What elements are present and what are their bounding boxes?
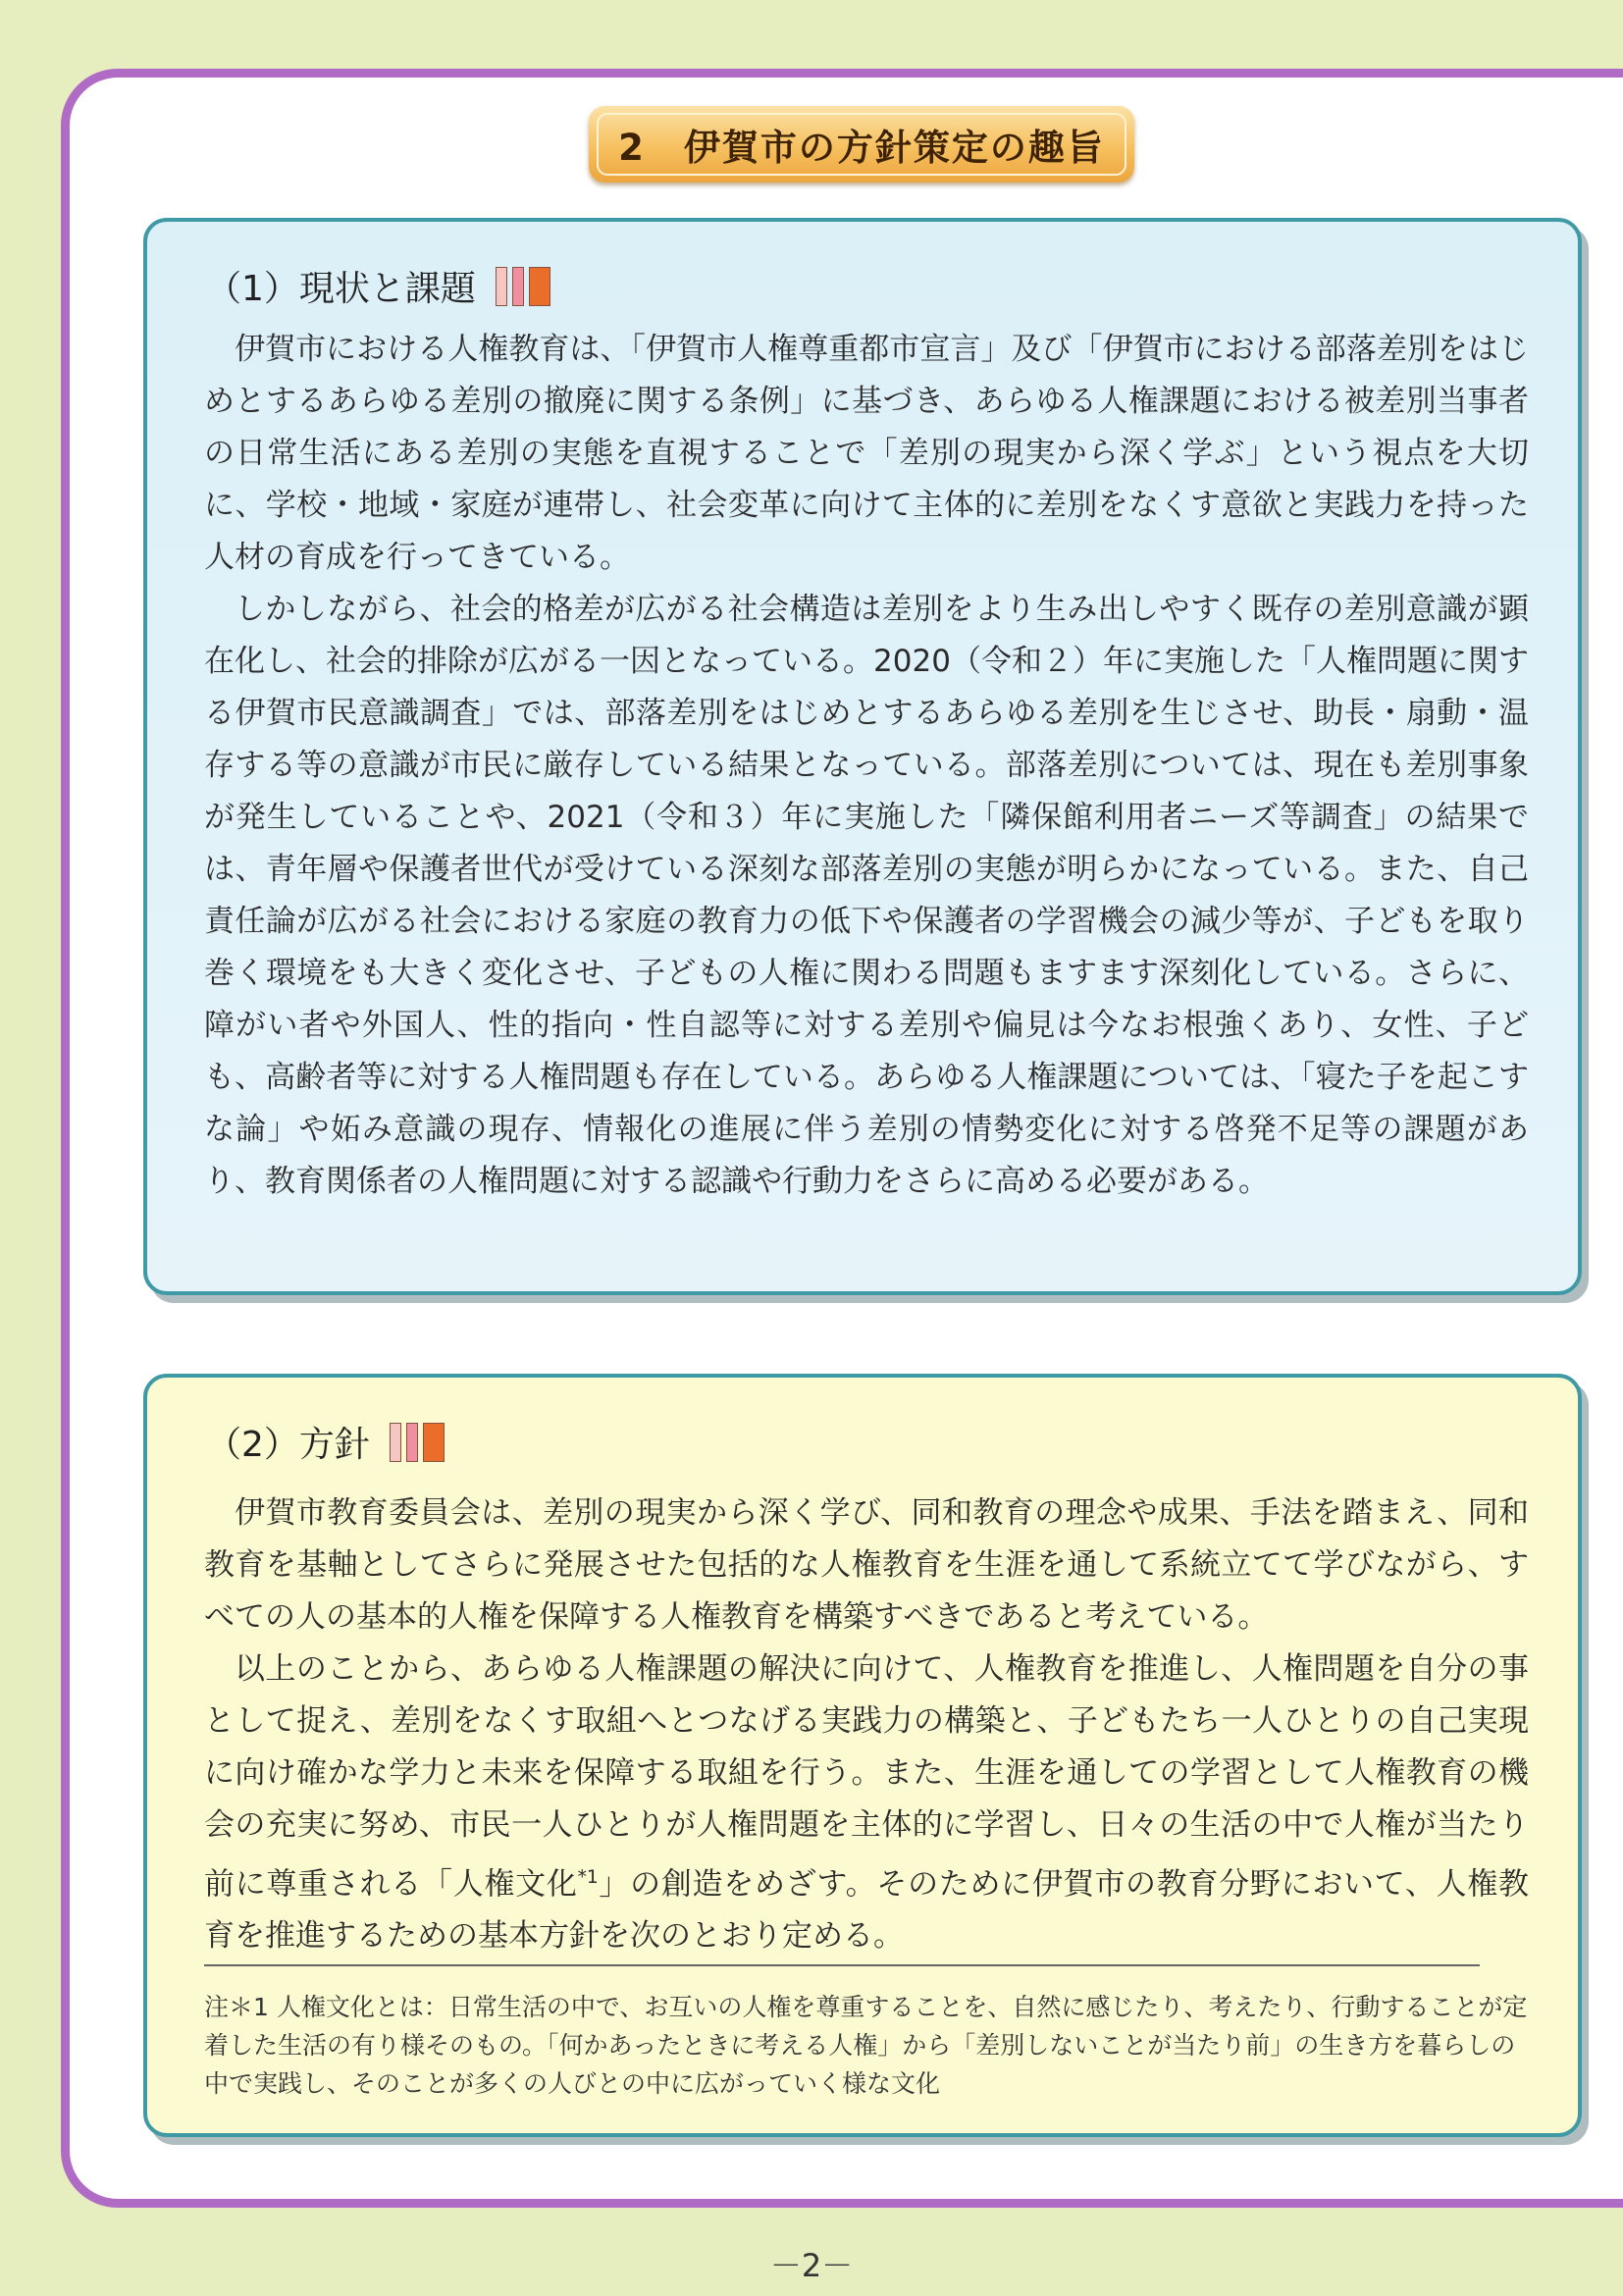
section-heading-text: （2）方針 — [206, 1425, 370, 1465]
section-body — [204, 1487, 1529, 1962]
title-banner — [589, 106, 1134, 183]
heading-decoration-icon — [496, 267, 550, 306]
paragraph: 伊賀市における人権教育は、「伊賀市人権尊重都市宣言」及び「伊賀市における部落差別をはじめとするあらゆる差別の撤廃に関する条例」に基づき、あらゆる人権課題における被差別当事者の日常生活にある差別の実態を直視することで「差別の現実から深く学ぶ」という視点を大切に、学校・地域・家庭が連帯し、社会変革に向けて主体的に差別をなくす意欲と実践力を持った人材の育成を行ってきている。 — [204, 332, 1529, 575]
section-heading — [206, 261, 550, 311]
paragraph — [204, 1644, 1529, 1962]
footnote-reference: *1 — [577, 1867, 599, 1888]
footnote: 注＊1 人権文化とは：日常生活の中で、お互いの人権を尊重することを、自然に感じたり、考えたり、行動することが定着した生活の有り様そのもの。「何かあったときに考える人権」から「差別しないことが当たり前」の生き方を暮らしの中で実践し、そのことが多くの人びとの中に広がっていく様な文化 — [204, 1993, 1528, 2098]
paragraph: 伊賀市教育委員会は、差別の現実から深く学び、同和教育の理念や成果、手法を踏まえ、同和教育を基軸としてさらに発展させた包括的な人権教育を生涯を通して系統立てて学びながら、すべての人の基本的人権を保障する人権教育を構築すべきであると考えている。 — [204, 1495, 1529, 1635]
heading-decoration-icon — [390, 1423, 445, 1462]
paragraph-text: 」の創造をめざす。そのために伊賀市の教育分野において、人権教育を推進するための基本方針を次のとおり定める。 — [204, 1866, 1529, 1955]
page-number: －2－ — [769, 2247, 854, 2284]
section-current-situation — [143, 218, 1582, 1295]
paragraph-text: 以上のことから、あらゆる人権課題の解決に向けて、人権教育を推進し、人権問題を自分の事として捉え、差別をなくす取組へとつなげる実践力の構築と、子どもたち一人ひとりの自己実現に向け確かな学力と未来を保障する取組を行う。また、生涯を通しての学習として人権教育の機会の充実に努め、市民一人ひとりが人権問題を主体的に学習し、日々の生活の中で人権が当たり前に尊重される「人権文化 — [204, 1651, 1529, 1903]
section-policy — [143, 1374, 1582, 2137]
footnote-divider — [204, 1964, 1480, 1966]
section-body — [204, 324, 1529, 1208]
page-title: 2 伊賀市の方針策定の趣旨 — [618, 127, 1105, 169]
section-heading — [206, 1417, 445, 1467]
section-heading-text: （1）現状と課題 — [206, 269, 476, 309]
paragraph: しかしながら、社会的格差が広がる社会構造は差別をより生み出しやすく既存の差別意識が顕在化し、社会的排除が広がる一因となっている。2020（令和２）年に実施した「人権問題に関する伊賀市民意識調査」では、部落差別をはじめとするあらゆる差別を生じさせ、助長・扇動・温存する等の意識が市民に厳存している結果となっている。部落差別については、現在も差別事象が発生していることや、2021（令和３）年に実施した「隣保館利用者ニーズ等調査」の結果では、青年層や保護者世代が受けている深刻な部落差別の実態が明らかになっている。また、自己責任論が広がる社会における家庭の教育力の低下や保護者の学習機会の減少等が、子どもを取り巻く環境をも大きく変化させ、子どもの人権に関わる問題もますます深刻化している。さらに、障がい者や外国人、性的指向・性自認等に対する差別や偏見は今なお根強くあり、女性、子ども、高齢者等に対する人権問題も存在している。あらゆる人権課題については、「寝た子を起こすな論」や妬み意識の現存、情報化の進展に伴う差別の情勢変化に対する啓発不足等の課題があり、教育関係者の人権問題に対する認識や行動力をさらに高める必要がある。 — [204, 592, 1529, 1199]
